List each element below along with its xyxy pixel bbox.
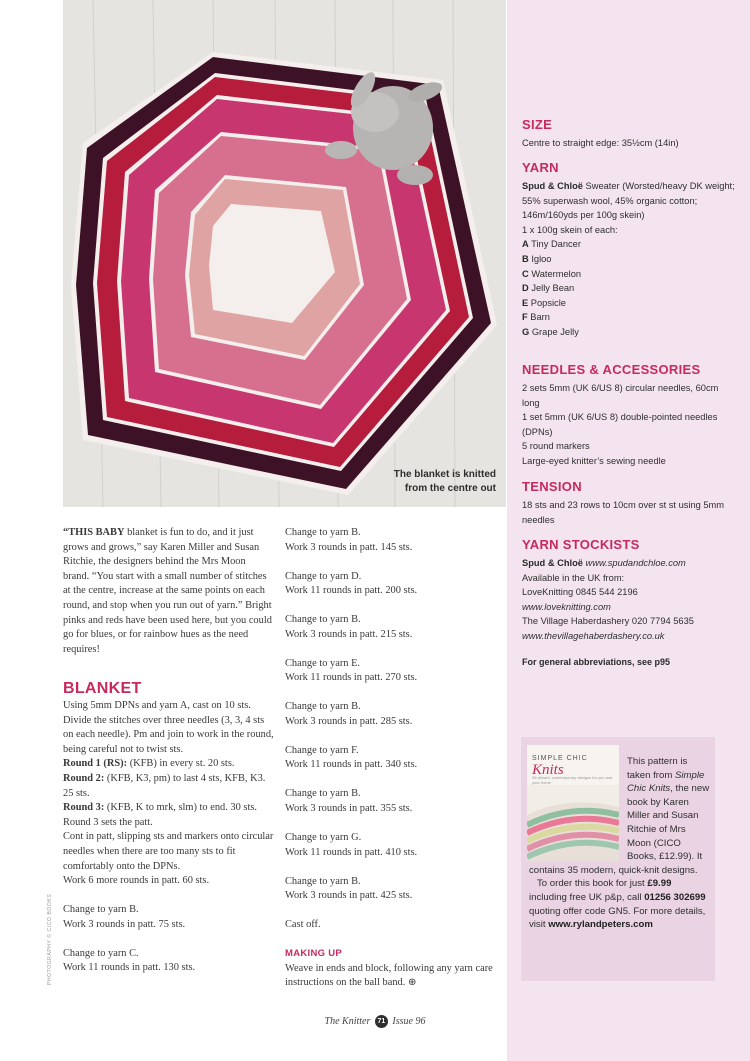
promo-text: This pattern is taken from Simple Chic Knits, the new book by Karen Miller and Susan Ritchie of Mrs Moon (CICO Books, £12.99). It contains 35 modern, quick-knit designs. To order this book for just £9.99 including free UK p&p, call 01256 302699 quoting offer code GN5. For more details, visit www.rylandpeters.com [529, 756, 710, 931]
pattern-set: Round 3 sets the patt. [63, 816, 153, 828]
list-item: Work 3 rounds in patt. 425 sts. [285, 890, 413, 902]
intro-paragraph: “THIS BABY blanket is fun to do, and it just grows and grows,” say Karen Miller and Susan Ritchie, the designers behind the Mrs Moon brand. “You start with a small number of stitches at the centre, increase at the same points on each round, and stop when you run out of yarn.” Bright pinks and reds have been used here, but you could go for blues, or for rainbow hues as the need requires! [63, 527, 272, 655]
list-item: Change to yarn E. [285, 657, 361, 669]
round-3: Round 3: (KFB, K to mrk, slm) to end. 30 sts. [63, 802, 257, 814]
size-section [522, 117, 737, 151]
page-footer [0, 1015, 750, 1028]
stockist-uk-intro: Available in the UK from: [522, 572, 625, 583]
list-item: Work 3 rounds in patt. 355 sts. [285, 803, 413, 815]
round-1: Round 1 (RS): (KFB) in every st. 20 sts. [63, 758, 235, 770]
page-number: 71 [375, 1015, 388, 1028]
list-item: Large-eyed knitter’s sewing needle [522, 455, 666, 466]
list-item: Change to yarn B. [285, 788, 361, 800]
pattern-column-2 [285, 526, 497, 991]
blanket-photo [63, 0, 506, 507]
list-item: Work 11 rounds in patt. 130 sts. [63, 962, 196, 974]
tension-heading: TENSION [522, 479, 582, 494]
pattern-column-1 [63, 699, 275, 976]
needles-section [522, 362, 737, 469]
list-item: 1 set 5mm (UK 6/US 8) double-pointed needles (DPNs) [522, 412, 718, 437]
issue-number: Issue 96 [392, 1015, 426, 1027]
brand-link[interactable]: www.spudandchloe.com [585, 558, 686, 568]
magazine-name: The Knitter [324, 1015, 371, 1027]
blanket-illustration [63, 0, 506, 507]
stockist-shop1: LoveKnitting 0845 544 2196 [522, 587, 638, 598]
book-subtitle: 35 vibrant, contemporary designs for you and your home [532, 775, 613, 785]
list-item: Change to yarn B. [285, 614, 361, 626]
shop1-link[interactable]: www.loveknitting.com [522, 601, 611, 612]
list-item: 2 sets 5mm (UK 6/US 8) circular needles, 60cm long [522, 383, 719, 408]
round-2: Round 2: (KFB, K3, pm) to last 4 sts, KFB, K3. 25 sts. [63, 772, 266, 799]
list-item: B Igloo [522, 253, 552, 264]
list-item: Work 11 rounds in patt. 200 sts. [285, 585, 418, 597]
list-item: Work 3 rounds in patt. 145 sts. [285, 541, 413, 553]
stockists-section [522, 537, 737, 644]
stockists-heading: YARN STOCKISTS [522, 537, 640, 552]
book-title: SIMPLE CHIC Knits [532, 755, 588, 778]
size-text: Centre to straight edge: 35½cm (14in) [522, 138, 679, 148]
list-item: F Barn [522, 312, 550, 323]
end-mark-icon: ⊕ [407, 977, 417, 989]
stockist-shop2: The Village Haberdashery 020 7794 5635 [522, 616, 694, 627]
list-item: Change to yarn F. [285, 744, 359, 756]
list-item: E Popsicle [522, 297, 566, 308]
blanket-heading: BLANKET [63, 680, 142, 697]
list-item: A Tiny Dancer [522, 239, 581, 250]
list-item: 5 round markers [522, 441, 590, 452]
yarn-desc [522, 179, 737, 223]
list-item: Change to yarn B. [285, 875, 361, 887]
list-item: G Grape Jelly [522, 326, 579, 337]
list-item: D Jelly Bean [522, 283, 575, 294]
more-rounds: Work 6 more rounds in patt. 60 sts. [63, 875, 210, 887]
list-item: Work 3 rounds in patt. 285 sts. [285, 715, 413, 727]
list-item: Change to yarn G. [285, 832, 362, 844]
cast-on-text: Using 5mm DPNs and yarn A, cast on 10 sts. Divide the stitches over three needles (3, 3, 4 sts on each needle). Pm and join to work in the round, being careful not to twist sts. [63, 700, 274, 755]
list-item: Work 3 rounds in patt. 75 sts. [63, 918, 186, 930]
abbreviations-note: For general abbreviations, see p95 [522, 657, 671, 667]
photo-credit: PHOTOGRAPHY © CICO BOOKS [47, 893, 53, 985]
yarn-heading: YARN [522, 160, 559, 175]
stockist-brand: Spud & Chloë www.spudandchloe.com [522, 558, 686, 568]
yarn-section [522, 160, 737, 340]
cast-off: Cast off. [285, 919, 321, 931]
list-item: Change to yarn B. [63, 904, 139, 916]
list-item: C Watermelon [522, 268, 582, 279]
continue-text: Cont in patt, slipping sts and markers onto circular needles when there are too many sts to fit comfortably onto the DPNs. [63, 831, 274, 872]
tension-text: 18 sts and 23 rows to 10cm over st st using 5mm needles [522, 500, 725, 525]
tension-section [522, 479, 737, 527]
yarn-skeins: 1 x 100g skein of each: [522, 224, 618, 235]
size-heading: SIZE [522, 117, 553, 132]
list-item: Work 3 rounds in patt. 215 sts. [285, 628, 413, 640]
needles-heading: NEEDLES & ACCESSORIES [522, 362, 701, 377]
photo-caption: The blanket is knitted from the centre out [393, 469, 496, 494]
list-item: Change to yarn B. [285, 527, 361, 538]
yarn-brand: Spud & Chloë [522, 181, 583, 191]
making-up-heading: MAKING UP [285, 948, 343, 960]
book-promo [521, 737, 715, 981]
making-up-text: Weave in ends and block, following any yarn care instructions on the ball band. ⊕ [285, 962, 493, 989]
shop2-link[interactable]: www.thevillagehaberdashery.co.uk [522, 630, 665, 641]
list-item: Work 11 rounds in patt. 410 sts. [285, 846, 418, 858]
publisher-link[interactable]: www.rylandpeters.com [548, 919, 653, 931]
yarn-colour-list [522, 237, 737, 339]
yarn-spec: Sweater (Worsted/heavy DK weight; 55% superwash wool, 45% organic cotton; 146m/160yds per 100g skein) [522, 181, 735, 221]
list-item: Work 11 rounds in patt. 270 sts. [285, 672, 418, 684]
list-item: Change to yarn D. [285, 570, 362, 582]
list-item: Work 11 rounds in patt. 340 sts. [285, 759, 418, 771]
list-item: Change to yarn B. [285, 701, 361, 713]
list-item: Change to yarn C. [63, 947, 139, 959]
